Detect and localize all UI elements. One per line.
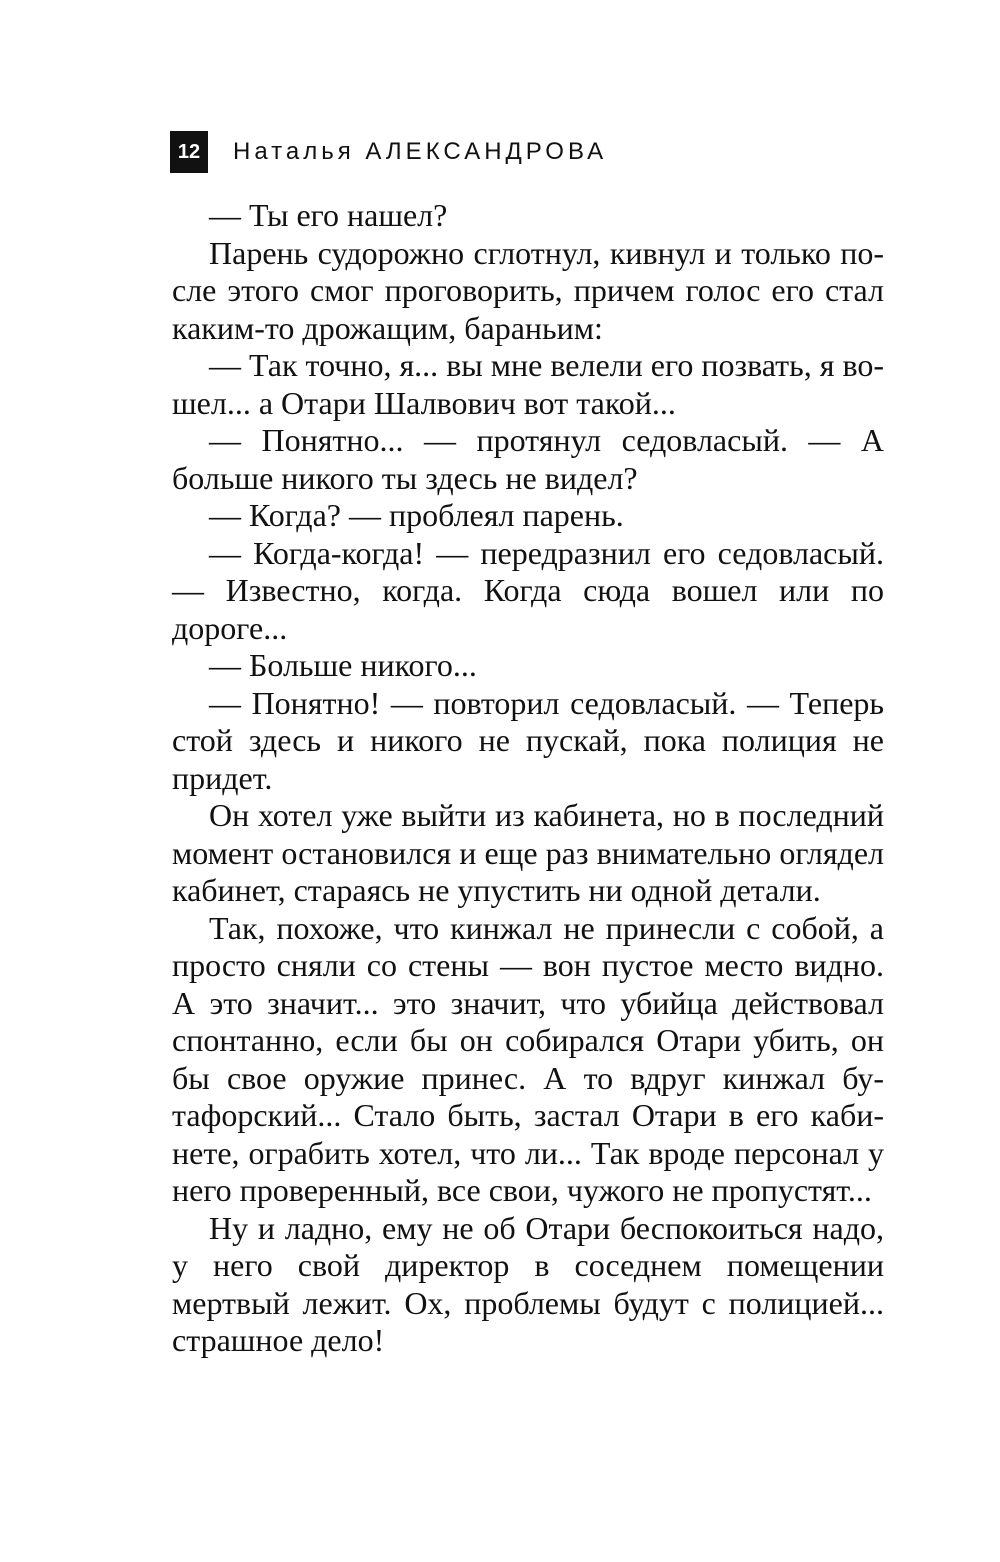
paragraph: Ну и ладно, ему не об Отари беспокоиться надо, у него свой директор в соседнем помещении мертвый лежит. Ох, проблемы будут с полицией... страшное дело! xyxy=(172,1209,884,1358)
running-head-author: Наталья АЛЕКСАНДРОВА xyxy=(233,138,608,165)
paragraph: — Так точно, я... вы мне велели его позвать, я вошел... а Отари Шалвович вот такой... xyxy=(172,347,884,421)
paragraph: — Понятно... — протянул седовласый. — А больше никого ты здесь не видел? xyxy=(172,422,884,496)
paragraph: — Когда? — проблеял парень. xyxy=(209,497,624,533)
paragraph: Так, похоже, что кинжал не принесли с собой, а просто сняли со стены — вон пустое место видно. А это значит... это значит, что убийца действовал спонтанно, если бы он собирался Отари убить, он бы свое оружие принес. А то вдруг кинжал бутафорский... Стало быть, застал Отари в его кабинете, ограбить хотел, что ли... Так вроде персонал у него проверенный, все свои, чужого не пропустят... xyxy=(172,909,884,1208)
paragraph: — Больше никого... xyxy=(209,647,477,683)
page-header xyxy=(170,131,607,173)
paragraph: — Ты его нашел? xyxy=(209,197,448,233)
paragraph: — Когда-когда! — передразнил его седовласый. — Известно, когда. Когда сюда вошел или по дороге... xyxy=(172,534,884,646)
paragraph: Он хотел уже выйти из кабинета, но в последний момент остановился и еще раз внимательно оглядел кабинет, стараясь не упустить ни одной детали. xyxy=(172,797,884,908)
paragraph: Парень судорожно сглотнул, кивнул и только после этого смог проговорить, причем голос его стал каким-то дрожащим, бараньим: xyxy=(172,234,884,346)
paragraph: — Понятно! — повторил седовласый. — Теперь стой здесь и никого не пускай, пока полиция не придет. xyxy=(172,684,884,796)
page-number: 12 xyxy=(170,131,208,173)
body-text xyxy=(172,197,884,1360)
